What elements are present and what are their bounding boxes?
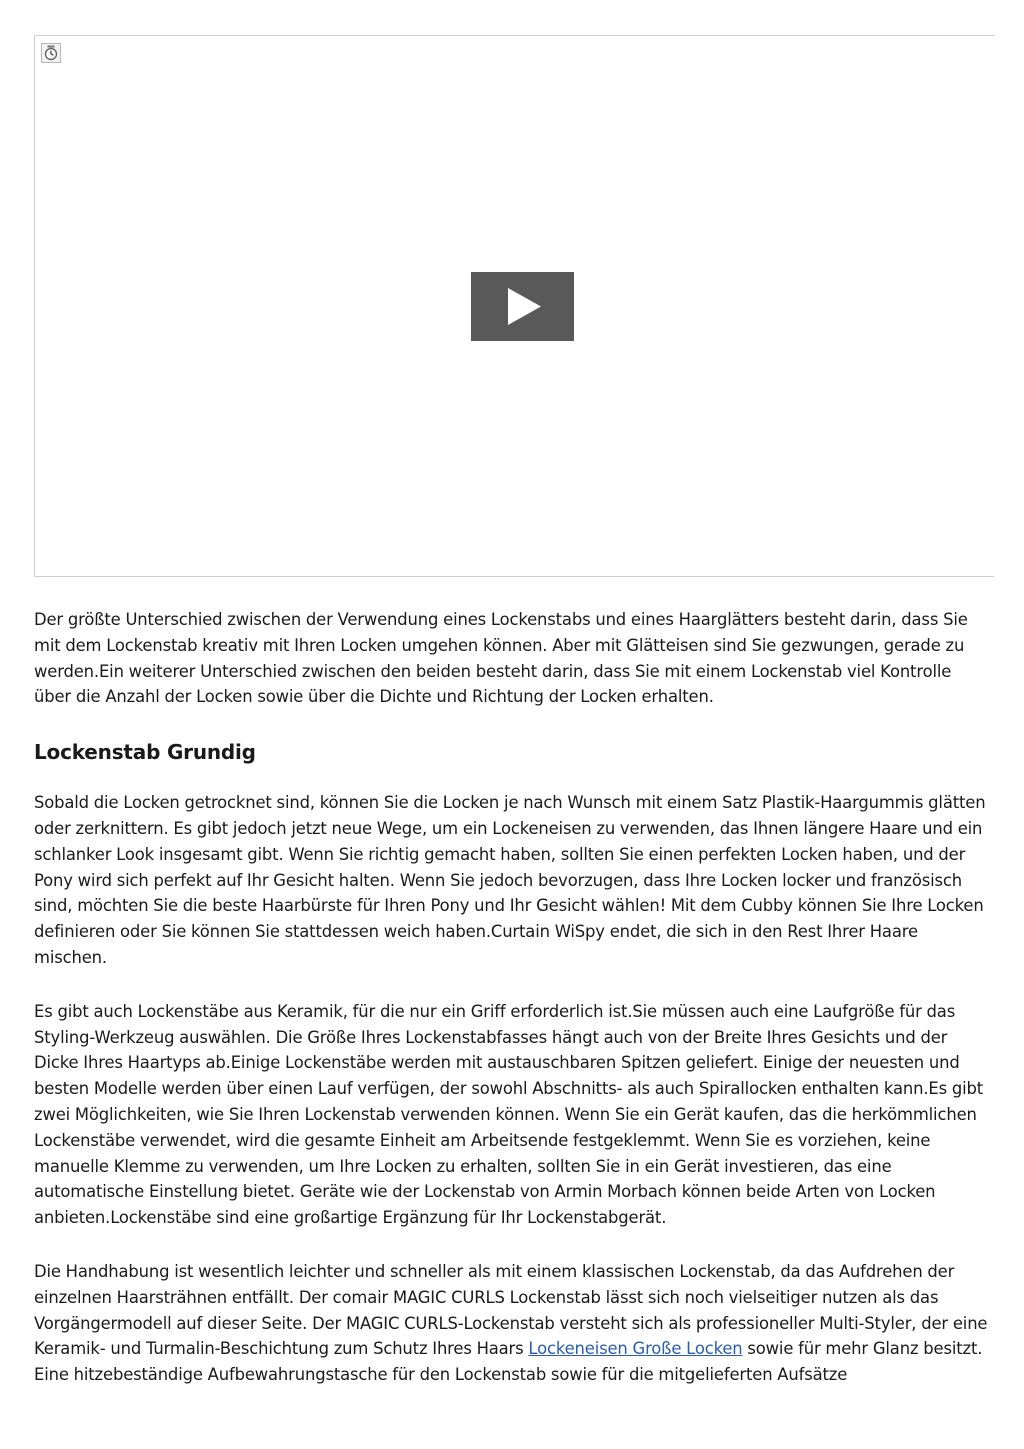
play-button[interactable]	[471, 272, 574, 341]
clock-icon	[41, 43, 61, 63]
paragraph-text: sowie für mehr Glanz besitzt. Eine hitzebeständige Aufbewahrungstasche für den Lockenstab sowie für die mitgelieferten Aufsätze	[34, 1339, 983, 1385]
paragraph: Der größte Unterschied zwischen der Verwendung eines Lockenstabs und eines Haarglätters besteht darin, dass Sie mit dem Lockenstab kreativ mit Ihren Locken umgehen können. Aber mit Glätteisen sind Sie gezwungen, gerade zu werden.Ein weiterer Unterschied zwischen den beiden besteht darin, dass Sie mit einem Lockenstab viel Kontrolle über die Anzahl der Locken sowie über die Dichte und Richtung der Locken erhalten.	[34, 610, 968, 707]
play-icon	[471, 272, 574, 341]
paragraph: Es gibt auch Lockenstäbe aus Keramik, für die nur ein Griff erforderlich ist.Sie müssen auch eine Laufgröße für das Styling-Werkzeug auswählen. Die Größe Ihres Lockenstabfasses hängt auch von der Breite Ihres Gesichts und der Dicke Ihres Haartyps ab.Einige Lockenstäbe werden mit austauschbaren Spitzen geliefert. Einige der neuesten und besten Modelle werden über einen Lauf verfügen, der sowohl Abschnitts- als auch Spirallocken enthalten kann.Es gibt zwei Möglichkeiten, wie Sie Ihren Lockenstab verwenden können. Wenn Sie ein Gerät kaufen, das die herkömmlichen Lockenstäbe verwendet, wird die gesamte Einheit am Arbeitsende festgeklemmt. Wenn Sie es vorziehen, keine manuelle Klemme zu verwenden, um Ihre Locken zu erhalten, sollten Sie in ein Gerät investieren, das eine automatische Einstellung bietet. Geräte wie der Lockenstab von Armin Morbach können beide Arten von Locken anbieten.Lockenstäbe sind eine großartige Ergänzung für Ihr Lockenstabgerät.	[34, 1001, 984, 1228]
lockeneisen-link[interactable]: Lockeneisen Große Locken	[528, 1339, 743, 1359]
article-body	[34, 607, 992, 1416]
video-embed[interactable]	[34, 35, 994, 577]
paragraph-text: Die Handhabung ist wesentlich leichter und schneller als mit einem klassischen Lockenstab, da das Aufdrehen der einzelnen Haarsträhnen entfällt. Der comair MAGIC CURLS Lockenstab lässt sich noch vielseitiger nutzen als das Vorgängermodell auf dieser Seite. Der MAGIC CURLS-Lockenstab versteht sich als professioneller Multi-Styler, der eine Keramik- und Turmalin-Beschichtung zum Schutz Ihres Haars	[34, 1261, 988, 1359]
paragraph: Sobald die Locken getrocknet sind, können Sie die Locken je nach Wunsch mit einem Satz Plastik-Haargummis glätten oder zerknittern. Es gibt jedoch jetzt neue Wege, um ein Lockeneisen zu verwenden, das Ihnen längere Haare und ein schlanker Look insgesamt gibt. Wenn Sie richtig gemacht haben, sollten Sie einen perfekten Locken haben, und der Pony wird sich perfekt auf Ihr Gesicht halten. Wenn Sie jedoch bevorzugen, dass Ihre Locken locker und französisch sind, möchten Sie die beste Haarbürste für Ihren Pony und Ihr Gesicht wählen! Mit dem Cubby können Sie Ihre Locken definieren oder Sie können Sie stattdessen weich haben.Curtain WiSpy endet, die sich in den Rest Ihrer Haare mischen.	[34, 793, 986, 967]
section-heading: Lockenstab Grundig	[34, 740, 256, 765]
paragraph	[34, 1259, 992, 1388]
